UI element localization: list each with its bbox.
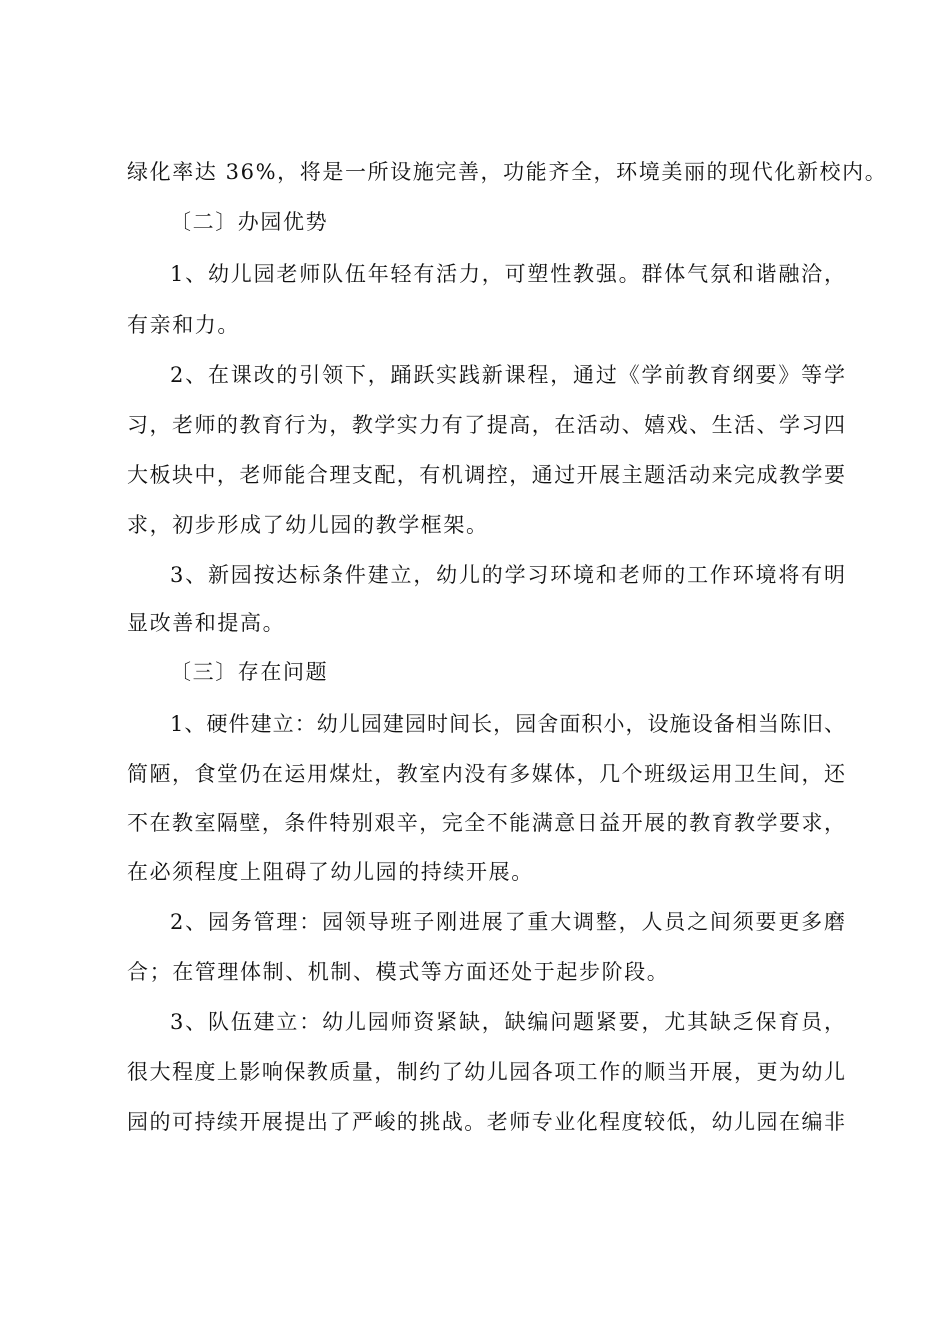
paragraph-line: 绿化率达 36%，将是一所设施完善，功能齐全，环境美丽的现代化新校内。: [127, 160, 888, 184]
paragraph-line: 显改善和提高。: [127, 611, 286, 635]
paragraph-line: 2、在课改的引领下，踊跃实践新课程，通过《学前教育纲要》等学: [170, 363, 845, 387]
paragraph-line: 1、幼儿园老师队伍年轻有活力，可塑性教强。群体气氛和谐融洽，: [170, 262, 845, 286]
section-heading: 〔二〕办园优势: [170, 210, 329, 234]
paragraph-line: 3、队伍建立：幼儿园师资紧缺，缺编问题紧要，尤其缺乏保育员，: [170, 1010, 845, 1034]
paragraph-line: 合；在管理体制、机制、模式等方面还处于起步阶段。: [127, 960, 670, 984]
paragraph-line: 1、硬件建立：幼儿园建园时间长，园舍面积小，设施设备相当陈旧、: [170, 712, 845, 736]
paragraph-line: 求，初步形成了幼儿园的教学框架。: [127, 513, 489, 537]
paragraph-line: 园的可持续开展提出了严峻的挑战。老师专业化程度较低，幼儿园在编非: [127, 1110, 845, 1134]
paragraph-line: 有亲和力。: [127, 313, 240, 337]
paragraph-line: 在必须程度上阻碍了幼儿园的持续开展。: [127, 860, 534, 884]
paragraph-line: 3、新园按达标条件建立，幼儿的学习环境和老师的工作环境将有明: [170, 563, 845, 587]
paragraph-line: 不在教室隔壁，条件特别艰辛，完全不能满意日益开展的教育教学要求，: [127, 811, 845, 835]
paragraph-line: 大板块中，老师能合理支配，有机调控，通过开展主题活动来完成教学要: [127, 463, 845, 487]
paragraph-line: 2、园务管理：园领导班子刚进展了重大调整，人员之间须要更多磨: [170, 910, 845, 934]
paragraph-line: 简陋，食堂仍在运用煤灶，教室内没有多媒体，几个班级运用卫生间，还: [127, 762, 845, 786]
section-heading: 〔三〕存在问题: [170, 660, 329, 684]
paragraph-line: 很大程度上影响保教质量，制约了幼儿园各项工作的顺当开展，更为幼儿: [127, 1060, 845, 1084]
paragraph-line: 习，老师的教育行为，教学实力有了提高，在活动、嬉戏、生活、学习四: [127, 413, 845, 437]
